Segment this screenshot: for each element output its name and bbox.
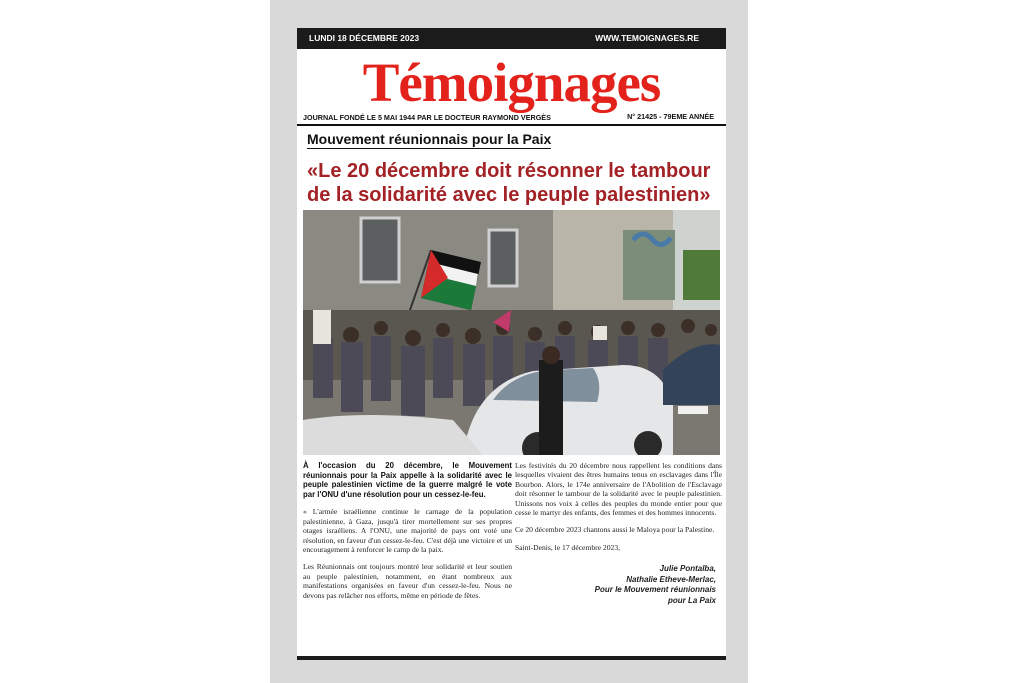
founded-note: JOURNAL FONDÉ LE 5 MAI 1944 PAR LE DOCTEUR RAYMOND VERGÈS xyxy=(303,113,551,122)
bottom-bar xyxy=(297,656,726,660)
article-paragraph: Les Réunionnais ont toujours montré leur solidarité et leur soutien au peuple palestinien, notamment, en étant nombreux aux manifestations organisées en faveur d'un cessez-le-feu. Nous ne devons pas relâcher nos efforts, même en période de fêtes. xyxy=(303,562,512,600)
issue-date: LUNDI 18 DÉCEMBRE 2023 xyxy=(309,33,420,43)
website-link[interactable]: WWW.TEMOIGNAGES.RE xyxy=(595,33,699,43)
signature-line: pour La Paix xyxy=(667,595,716,605)
newspaper-title: Témoignages xyxy=(362,52,661,113)
protest-photo xyxy=(303,210,720,455)
signature-line: Julie Pontalba, xyxy=(659,564,716,574)
signature-block xyxy=(515,564,722,606)
section-heading: Mouvement réunionnais pour la Paix xyxy=(307,131,552,147)
article-lead: À l'occasion du 20 décembre, le Mouvement réunionnais pour la Paix appelle à la solidarité avec le peuple palestinien victime de la guerre malgré le vote par l'ONU d'une résolution pour un cessez-le-feu. xyxy=(303,461,512,499)
newspaper-page xyxy=(297,28,726,660)
article-paragraph: Les festivités du 20 décembre nous rappellent les conditions dans lesquelles vivaient des êtres humains tenus en esclavages dans l'Île Bourbon. Alors, le 174e anniversaire de l'Abolition de l'Esclavage doit résonner le tambour de la solidarité avec le peuple palestinien. Unissons nos voix à celles des peuples du monde entier pour que cesse le martyr des enfants, des femmes et des hommes innocents. xyxy=(515,461,722,518)
protest-photo-illustration xyxy=(303,210,720,455)
article-paragraph: « L'armée israélienne continue le carnage de la population palestinienne, à Gaza, jusqu'à tirer mortellement sur ses propres otages israéliens. A l'ONU, une majorité de pays ont voté une résolution, en faveur d'un cessez-le-feu. C'est déjà une victoire et un encouragement à renforcer le camp de la paix. xyxy=(303,507,512,554)
article-column-right xyxy=(515,461,722,606)
signature-line: Pour le Mouvement réunionnais xyxy=(594,585,716,595)
article-column-left xyxy=(303,461,512,608)
article-paragraph: Ce 20 décembre 2023 chantons aussi le Maloya pour la Palestine. xyxy=(515,525,715,535)
article-headline: «Le 20 décembre doit résonner le tambour de la solidarité avec le peuple palestinien» xyxy=(307,160,711,206)
article-dateline: Saint-Denis, le 17 décembre 2023, xyxy=(515,542,621,552)
top-bar xyxy=(297,28,726,49)
masthead-subline xyxy=(297,112,726,126)
issue-number: N° 21425 - 79EME ANNÉE xyxy=(627,112,714,121)
signature-line: Nathalie Etheve-Merlac, xyxy=(626,574,716,584)
